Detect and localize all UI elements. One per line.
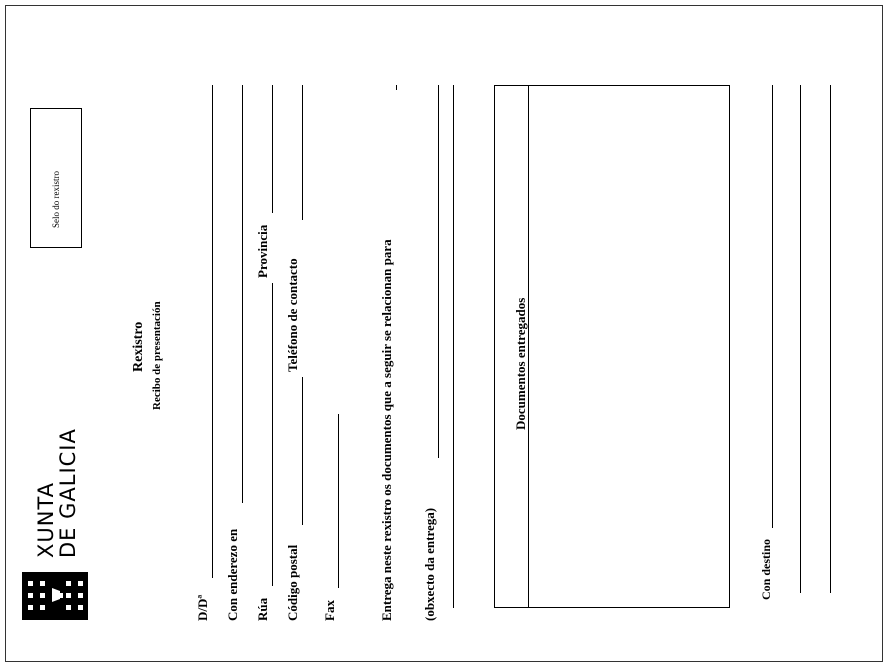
field-line-province [272, 85, 273, 213]
galicia-crest-icon [22, 572, 88, 620]
statement-line-1-rule [396, 85, 397, 90]
field-label-street: Rúa [255, 597, 270, 621]
logo-wordmark [35, 428, 79, 558]
logo-line-1: XUNTA [34, 481, 58, 558]
destination-extra-line-1 [800, 85, 801, 593]
field-line-fax [338, 414, 339, 588]
field-line-street [272, 283, 273, 586]
field-label-phone: Teléfono de contacto [285, 258, 300, 372]
documents-header: Documentos entregados [513, 297, 528, 430]
registry-stamp-label: Selo do rexistro [51, 171, 61, 228]
field-label-dda: D/Dª [195, 594, 210, 621]
destination-label: Con destino [759, 538, 773, 600]
form-subtitle: Recibo de presentación [151, 301, 163, 410]
destination-line [772, 85, 773, 528]
statement-extra-rule [453, 85, 454, 608]
field-label-postal-code: Código postal [285, 544, 300, 621]
field-label-fax: Fax [322, 600, 337, 621]
field-line-dda [212, 85, 213, 578]
destination-extra-line-2 [830, 85, 831, 593]
documents-table-separator [528, 85, 529, 608]
statement-line-2-rule [438, 85, 439, 458]
documents-table [494, 85, 730, 608]
statement-line-1: Entrega neste rexistro os documentos que a seguir se relacionan para [379, 239, 394, 621]
field-line-postal-code [302, 377, 303, 525]
field-line-phone [302, 85, 303, 220]
field-label-province: Provincia [255, 224, 270, 278]
statement-line-2: (obxecto da entrega) [422, 507, 437, 621]
field-label-address: Con enderezo en [225, 528, 240, 621]
field-line-address [242, 85, 243, 503]
form-title: Rexistro [131, 321, 146, 372]
logo-line-2: DE GALICIA [56, 428, 80, 558]
